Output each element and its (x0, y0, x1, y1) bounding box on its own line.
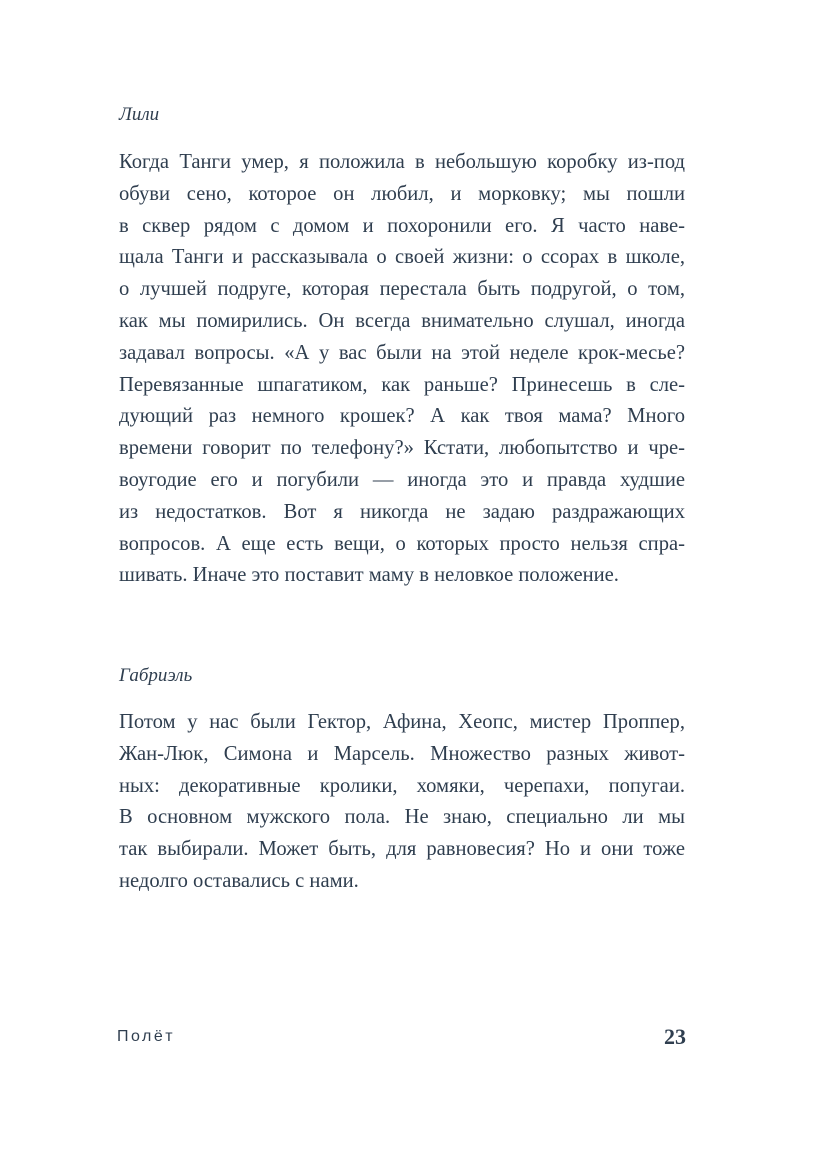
text-line: вопросов. А еще есть вещи, о которых просто нельзя спра- (119, 532, 685, 555)
text-line: ных: декоративные кролики, хомяки, черепахи, попугаи. (119, 774, 685, 797)
text-line: Когда Танги умер, я положила в небольшую коробку из-под (119, 151, 685, 173)
running-footer-title: Полёт (117, 1028, 176, 1045)
text-line: так выбирали. Может быть, для равновесия? Но и они тоже (119, 838, 685, 861)
text-line: недолго оставались с нами. (119, 869, 359, 892)
text-line: воугодие его и погубили — иногда это и правда худшие (119, 468, 685, 491)
speaker-name-lili: Лили (119, 104, 160, 125)
text-line: в сквер рядом с домом и похоронили его. Я часто наве- (119, 214, 685, 237)
text-line: как мы помирились. Он всегда внимательно слушал, иногда (119, 309, 685, 332)
text-line: В основном мужского пола. Не знаю, специально ли мы (119, 806, 685, 829)
text-line: обуви сено, которое он любил, и морковку; мы пошли (119, 182, 685, 205)
text-line: щала Танги и рассказывала о своей жизни: о ссорах в школе, (119, 246, 685, 269)
text-line: задавал вопросы. «А у вас были на этой неделе крок-месье? (119, 341, 685, 364)
text-line: дующий раз немного крошек? А как твоя мама? Много (119, 405, 685, 428)
paragraph-lili (119, 147, 685, 592)
speaker-name-gabriel: Габриэль (119, 665, 193, 686)
text-line: Жан-Люк, Симона и Марсель. Множество разных живот- (119, 742, 685, 765)
text-line: Потом у нас были Гектор, Афина, Хеопс, мистер Проппер, (119, 711, 685, 733)
text-line: Перевязанные шпагатиком, как раньше? Принесешь в сле- (119, 373, 685, 396)
text-line: шивать. Иначе это поставит маму в неловкое положение. (119, 564, 619, 587)
text-line: о лучшей подруге, которая перестала быть подругой, о том, (119, 278, 685, 301)
page-number: 23 (664, 1024, 686, 1049)
text-line: времени говорит по телефону?» Кстати, любопытство и чре- (119, 437, 685, 460)
paragraph-gabriel (119, 707, 685, 898)
text-line: из недостатков. Вот я никогда не задаю раздражающих (119, 500, 685, 523)
